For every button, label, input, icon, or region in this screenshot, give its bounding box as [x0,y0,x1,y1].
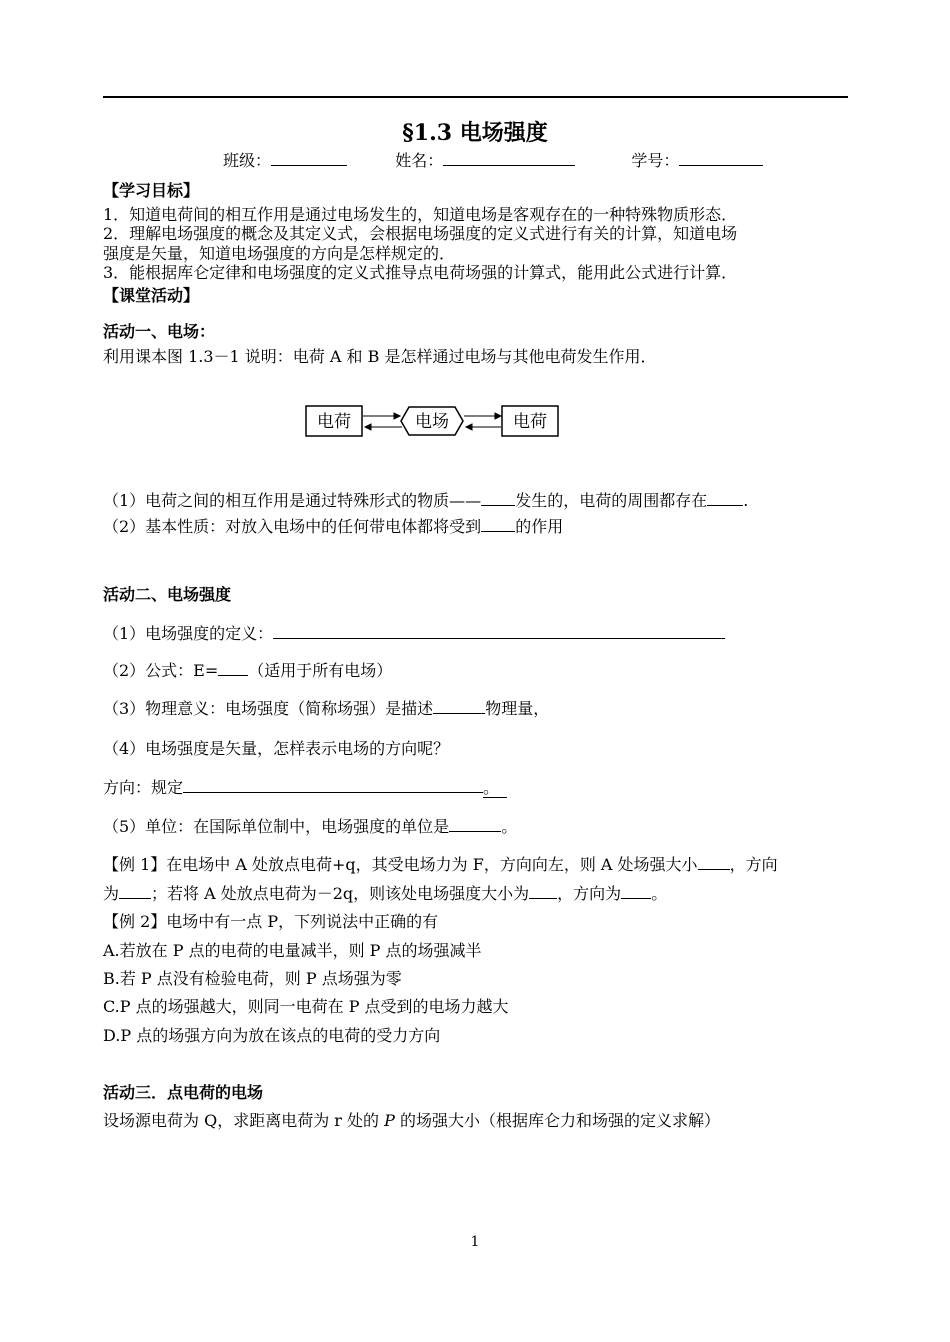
dir-text-b: 。 [483,778,507,798]
ex1-blank-4[interactable] [621,884,651,899]
example2-option-a[interactable]: A.若放在 P 点的电荷的电量减半，则 P 点的场强减半 [103,941,482,960]
meaning-blank[interactable] [433,699,485,714]
charge-left-label: 电荷 [317,412,351,432]
definition-blank[interactable] [273,624,725,639]
id-blank[interactable] [679,151,763,166]
q1-text-b: 发生的，电荷的周围都存在 [515,491,708,510]
activity2-q1 [103,624,725,644]
arrow-left-icon [466,424,472,430]
q2-text-a: （2）基本性质：对放入电场中的任何带电体都将受到 [103,517,482,536]
example2-stem: 【例 2】电场中有一点 P，下列说法中正确的有 [103,912,439,931]
ex1-blank-2[interactable] [119,884,151,899]
goal-item-3: 3．能根据库仑定律和电场强度的定义式推导点电荷场强的计算式，能用此公式进行计算． [103,263,738,282]
a2q1-text: （1）电场强度的定义： [103,624,274,643]
q2-blank[interactable] [481,517,515,532]
activity2-q4: （4）电场强度是矢量，怎样表示电场的方向呢？ [103,739,450,758]
example2-option-b[interactable]: B.若 P 点没有检验电荷，则 P 点场强为零 [103,969,402,988]
activity1-intro: 利用课本图 1.3－1 说明：电荷 A 和 B 是怎样通过电场与其他电荷发生作用． [103,347,657,366]
top-rule [103,96,848,98]
activity1-q2 [103,517,563,537]
q1-text-c: . [743,491,749,510]
field-interaction-diagram [305,402,559,440]
example1-line2 [103,884,667,904]
ex1-blank-1[interactable] [698,855,730,870]
q2-text-b: 的作用 [515,517,564,536]
a2q3-text-b: 物理量， [485,699,550,718]
activity2-q5 [103,817,517,837]
arrow-right-icon [495,413,501,419]
q1-blank-1[interactable] [481,491,515,506]
ex1-text-b: ，方向 [729,855,778,874]
arrow-right-icon [394,413,400,419]
goal-item-2a: 2．理解电场强度的概念及其定义式，会根据电场强度的定义式进行有关的计算，知道电场 [103,224,738,243]
a3-text-p: P [384,1111,395,1130]
a2q2-text-a: （2）公式：E= [103,661,219,680]
direction-blank[interactable] [183,778,483,793]
a2q5-text-b: 。 [501,817,518,836]
ex1-text-f: 。 [651,884,668,903]
activity2-q2 [103,661,392,681]
student-info-row [223,148,763,171]
a3-text-b: 的场强大小（根据库仑力和场强的定义求解） [394,1111,720,1130]
dir-text-a: 方向：规定 [103,778,184,797]
goal-item-1: 1．知道电荷间的相互作用是通过电场发生的，知道电场是客观存在的一种特殊物质形态． [103,205,738,224]
a2q3-text-a: （3）物理意义：电场强度（简称场强）是描述 [103,699,434,718]
page-title: §1.3 电场强度 [402,120,548,146]
arrow-left-icon [365,424,371,430]
goal-item-2b: 强度是矢量，知道电场强度的方向是怎样规定的． [103,244,456,263]
ex1-text-e: ，方向为 [557,884,622,903]
name-label: 姓名： [395,151,444,170]
a3-text-a: 设场源电荷为 Q，求距离电荷为 r 处的 [103,1111,385,1130]
activity1-q1 [103,491,748,511]
ex1-text-d: ；若将 A 处放点电荷为－2q，则该处电场强度大小为 [151,884,530,903]
activity2-heading: 活动二、电场强度 [103,585,232,604]
activity1-heading: 活动一、电场： [103,322,216,341]
ex1-text-a: 【例 1】在电场中 A 处放点电荷+q，其受电场力为 F，方向向左，则 A 处场强大小 [103,855,698,874]
id-label: 学号： [631,151,680,170]
q1-blank-2[interactable] [707,491,743,506]
goals-heading: 【学习目标】 [103,181,200,200]
example2-option-d[interactable]: D.P 点的场强方向为放在该点的电荷的受力方向 [103,1026,441,1045]
ex1-blank-3[interactable] [529,884,557,899]
a2q2-text-b: （适用于所有电场） [248,661,393,680]
field-middle-label: 电场 [415,412,449,432]
class-label: 班级： [223,151,272,170]
class-blank[interactable] [271,151,347,166]
example2-option-c[interactable]: C.P 点的场强越大，则同一电荷在 P 点受到的电场力越大 [103,997,509,1016]
class-activity-heading: 【课堂活动】 [103,286,200,305]
example1-line1 [103,855,778,875]
ex1-text-c: 为 [103,884,120,903]
activity2-q3 [103,699,549,719]
charge-right-label: 电荷 [513,412,547,432]
a2q5-text-a: （5）单位：在国际单位制中，电场强度的单位是 [103,817,450,836]
page-number: 1 [470,1234,480,1250]
unit-blank[interactable] [449,817,501,832]
activity3-text [103,1111,720,1131]
name-blank[interactable] [443,151,575,166]
q1-text-a: （1）电荷之间的相互作用是通过特殊形式的物质—— [103,491,482,510]
activity3-heading: 活动三．点电荷的电场 [103,1083,264,1102]
formula-blank[interactable] [218,661,248,676]
direction-line [103,778,507,798]
